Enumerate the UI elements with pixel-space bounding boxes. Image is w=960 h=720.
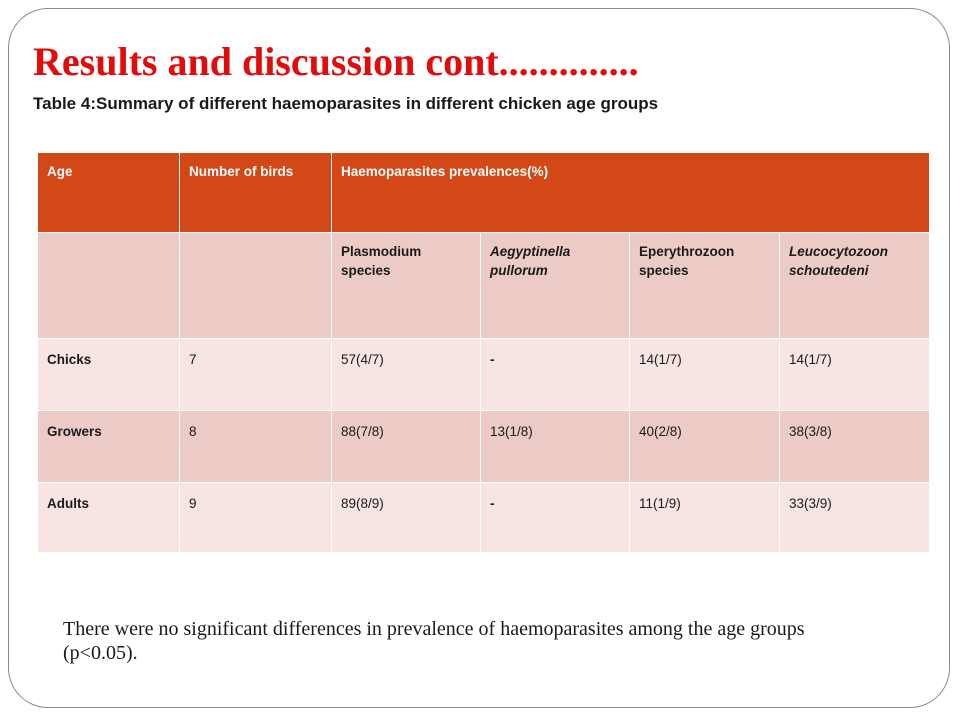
table-row (38, 411, 930, 483)
table-row (38, 339, 930, 411)
cell-plasmodium: 88(7/8) (332, 411, 481, 483)
cell-aegyptinella: - (481, 339, 630, 411)
row-bird-count: 9 (180, 483, 332, 553)
species-header-blank-birds (180, 233, 332, 339)
header-prevalence: Haemoparasites prevalences(%) (332, 153, 930, 233)
cell-plasmodium: 89(8/9) (332, 483, 481, 553)
species-header-eperythrozoon: Eperythrozoon species (630, 233, 780, 339)
species-header-plasmodium: Plasmodium species (332, 233, 481, 339)
cell-eperythrozoon: 40(2/8) (630, 411, 780, 483)
row-age-label: Adults (38, 483, 180, 553)
species-header-row (38, 233, 930, 339)
species-header-aegyptinella: Aegyptinella pullorum (481, 233, 630, 339)
slide-title: Results and discussion cont.............. (33, 39, 639, 84)
row-age-label: Chicks (38, 339, 180, 411)
cell-leucocytozoon: 38(3/8) (780, 411, 930, 483)
haemoparasites-table (37, 152, 930, 553)
header-number-of-birds: Number of birds (180, 153, 332, 233)
species-header-blank-age (38, 233, 180, 339)
conclusion-note: There were no significant differences in prevalence of haemoparasites among the age groups (p<0.05). (63, 618, 805, 664)
row-age-label: Growers (38, 411, 180, 483)
cell-aegyptinella: - (481, 483, 630, 553)
cell-plasmodium: 57(4/7) (332, 339, 481, 411)
cell-leucocytozoon: 33(3/9) (780, 483, 930, 553)
row-bird-count: 8 (180, 411, 332, 483)
species-header-leucocytozoon: Leucocytozoon schoutedeni (780, 233, 930, 339)
cell-leucocytozoon: 14(1/7) (780, 339, 930, 411)
table-row (38, 483, 930, 553)
table-header-row (38, 153, 930, 233)
header-age: Age (38, 153, 180, 233)
cell-eperythrozoon: 14(1/7) (630, 339, 780, 411)
cell-eperythrozoon: 11(1/9) (630, 483, 780, 553)
cell-aegyptinella: 13(1/8) (481, 411, 630, 483)
row-bird-count: 7 (180, 339, 332, 411)
table-caption: Table 4:Summary of different haemoparasites in different chicken age groups (33, 94, 659, 113)
